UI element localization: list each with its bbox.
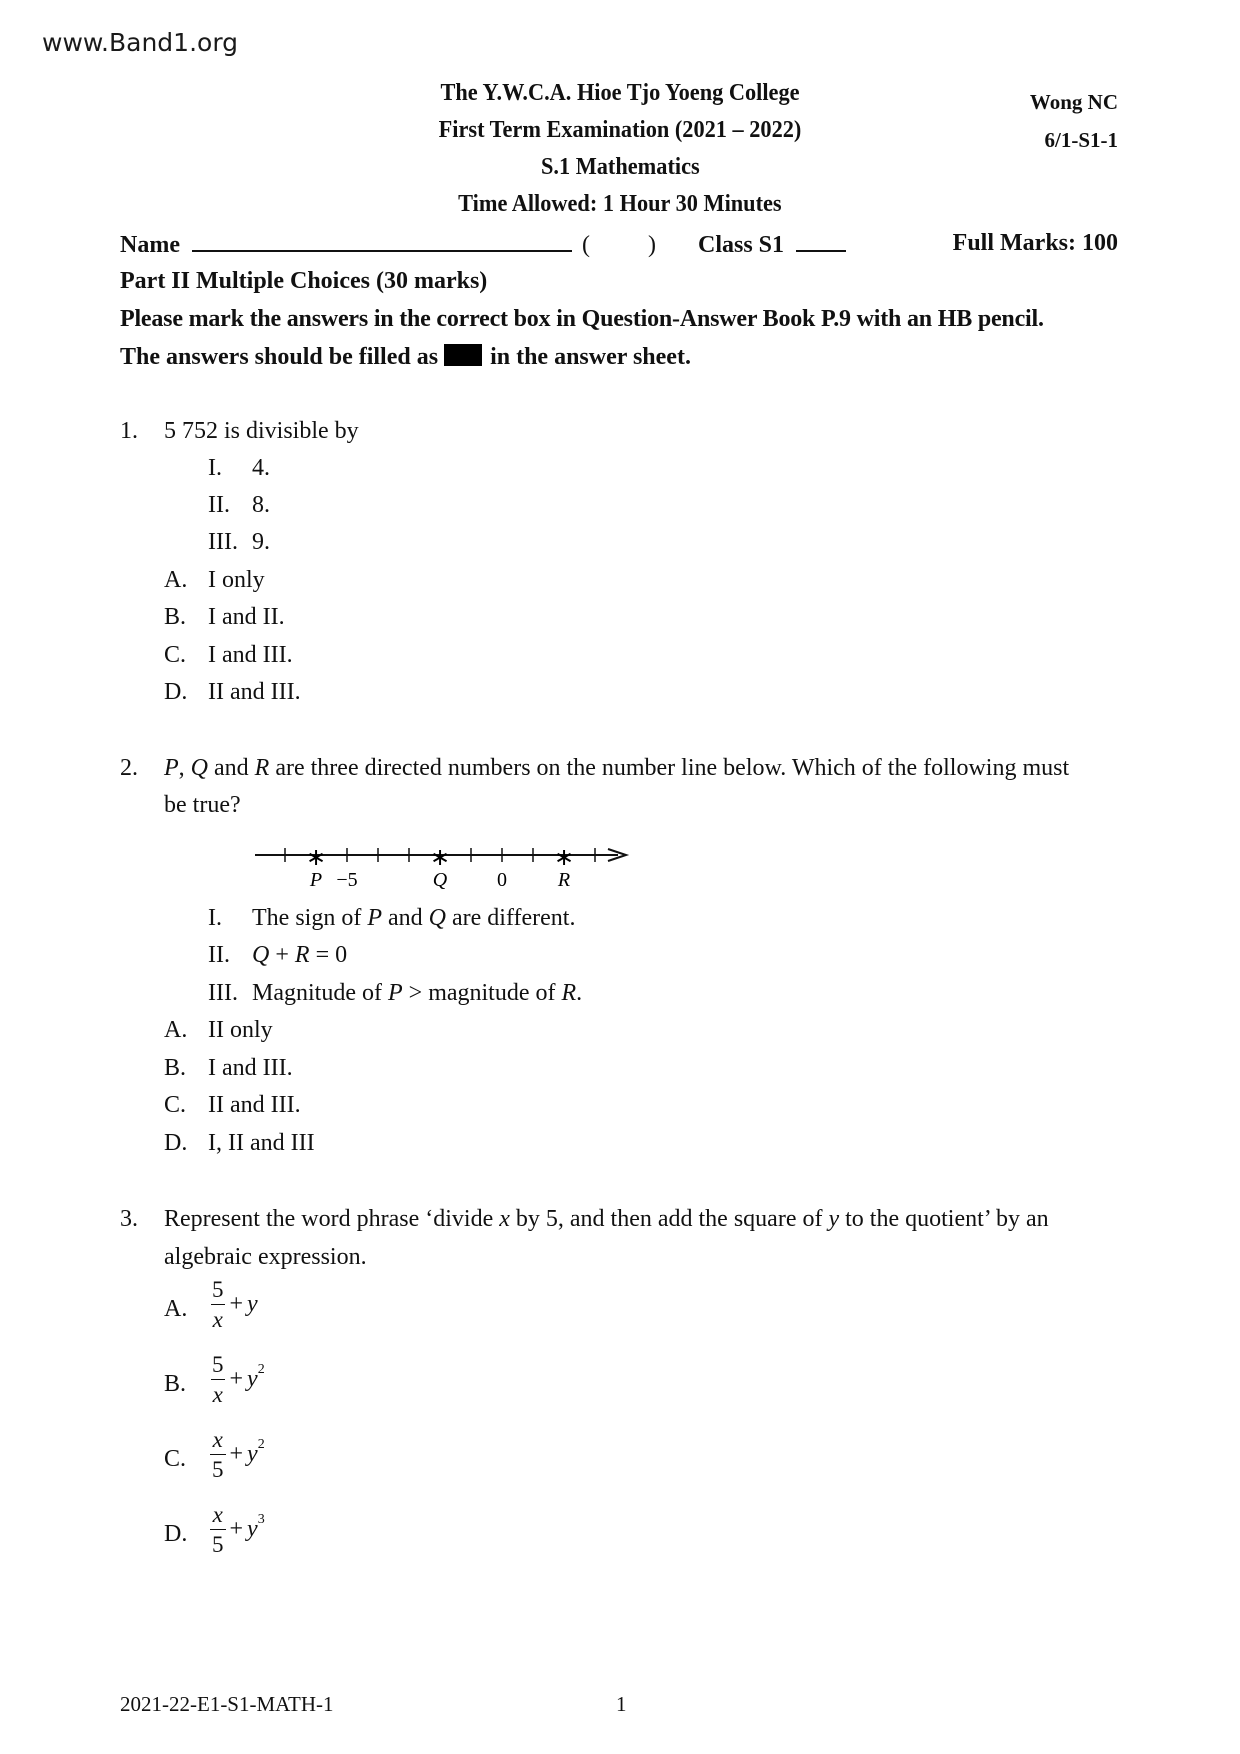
time-allowed: Time Allowed: 1 Hour 30 Minutes (458, 191, 782, 217)
name-field[interactable] (192, 230, 572, 252)
page-number: 1 (616, 1692, 627, 1716)
option-label: A. (164, 1296, 188, 1322)
option-expression: $\frac{5}{x}$ + y (212, 1277, 258, 1332)
option-text: I only (208, 567, 265, 593)
school-name: The Y.W.C.A. Hioe Tjo Yoeng College (440, 80, 800, 106)
class-field[interactable] (796, 230, 846, 252)
option-expression: $\frac{x}{5}$ + y $^3$ (212, 1502, 265, 1557)
class-label: Class S1 (697, 232, 785, 258)
question-stem: P, Q and R are three directed numbers on the number line below. Which of the following must (164, 755, 1070, 781)
statement-label: II. (208, 942, 230, 968)
option-text: II and III. (208, 679, 301, 705)
teacher-name: Wong NC (1029, 90, 1118, 114)
watermark: www.Band1.org (42, 28, 239, 57)
statement-text: 4. (252, 455, 270, 481)
option-expression: $\frac{5}{x}$ + y $^2$ (212, 1352, 265, 1407)
option-label: D. (164, 1521, 188, 1547)
label-q: Q (432, 869, 448, 891)
option-label: D. (164, 679, 188, 705)
label-p: P (309, 869, 323, 891)
question-stem: 5 752 is divisible by (164, 418, 359, 444)
option-expression: $\frac{x}{5}$ + y $^2$ (212, 1427, 265, 1482)
option-text: I and II. (208, 604, 285, 630)
class-number-open-paren: ( (581, 232, 590, 258)
statement-label: I. (208, 455, 222, 481)
instruction-line-1: Please mark the answers in the correct box in Question-Answer Book P.9 with an HB pencil. (120, 306, 1044, 332)
number-line (240, 835, 640, 895)
footer-paper-code: 2021-22-E1-S1-MATH-1 (120, 1692, 334, 1716)
class-number-close-paren: ) (647, 232, 656, 258)
statement-text: Magnitude of P > magnitude of R. (252, 980, 583, 1006)
question-stem-line-2: algebraic expression. (164, 1244, 367, 1270)
var-p: P (164, 755, 179, 781)
fraction: $\frac{5}{x}$ (212, 1277, 224, 1332)
option-text: I and III. (208, 1055, 293, 1081)
option-label: B. (164, 1371, 187, 1397)
label-r: R (557, 869, 571, 891)
name-label: Name (120, 232, 180, 258)
option-text: II only (208, 1017, 273, 1043)
option-label: A. (164, 567, 188, 593)
option-label: C. (164, 1092, 187, 1118)
filled-box-example (444, 344, 482, 366)
full-marks: Full Marks: 100 (952, 230, 1118, 256)
point-marker-r: ∗ (553, 845, 575, 871)
statement-label: II. (208, 492, 230, 518)
option-text: I and III. (208, 642, 293, 668)
question-number: 1. (120, 418, 138, 444)
option-label: A. (164, 1017, 188, 1043)
question-stem-line-2: be true? (164, 792, 241, 818)
instruction-text: The answers should be filled as (120, 344, 439, 370)
label-zero: 0 (497, 869, 507, 891)
fraction: $\frac{x}{5}$ (212, 1502, 224, 1557)
var-q: Q (190, 755, 209, 781)
point-marker-q: ∗ (429, 845, 451, 871)
statement-text: The sign of P and Q are different. (252, 905, 576, 931)
part-heading: Part II Multiple Choices (30 marks) (120, 268, 488, 294)
option-text: II and III. (208, 1092, 301, 1118)
question-number: 3. (120, 1206, 138, 1232)
label-minus-5: −5 (336, 869, 358, 891)
statement-label: I. (208, 905, 222, 931)
option-text: I, II and III (208, 1130, 315, 1156)
point-marker-p: ∗ (305, 845, 327, 871)
subject-title: S.1 Mathematics (540, 154, 700, 180)
option-label: C. (164, 642, 187, 668)
question-stem: Represent the word phrase ‘divide x by 5, and then add the square of y to the quotient’ by an (164, 1206, 1049, 1232)
question-number: 2. (120, 755, 138, 781)
var-r: R (254, 755, 270, 781)
statement-label: III. (208, 529, 238, 555)
option-label: B. (164, 1055, 187, 1081)
option-label: B. (164, 604, 187, 630)
instruction-text: in the answer sheet. (490, 344, 691, 370)
student-info-line (120, 230, 846, 259)
paper-code: 6/1-S1-1 (1044, 128, 1118, 152)
fraction: $\frac{x}{5}$ (212, 1427, 224, 1482)
instruction-line-2 (120, 344, 691, 371)
exam-title: First Term Examination (2021 – 2022) (438, 117, 802, 143)
fraction: $\frac{5}{x}$ (212, 1352, 224, 1407)
option-label: C. (164, 1446, 187, 1472)
option-label: D. (164, 1130, 188, 1156)
statement-text: Q + R = 0 (252, 942, 348, 968)
statement-label: III. (208, 980, 238, 1006)
statement-text: 8. (252, 492, 270, 518)
statement-text: 9. (252, 529, 270, 555)
